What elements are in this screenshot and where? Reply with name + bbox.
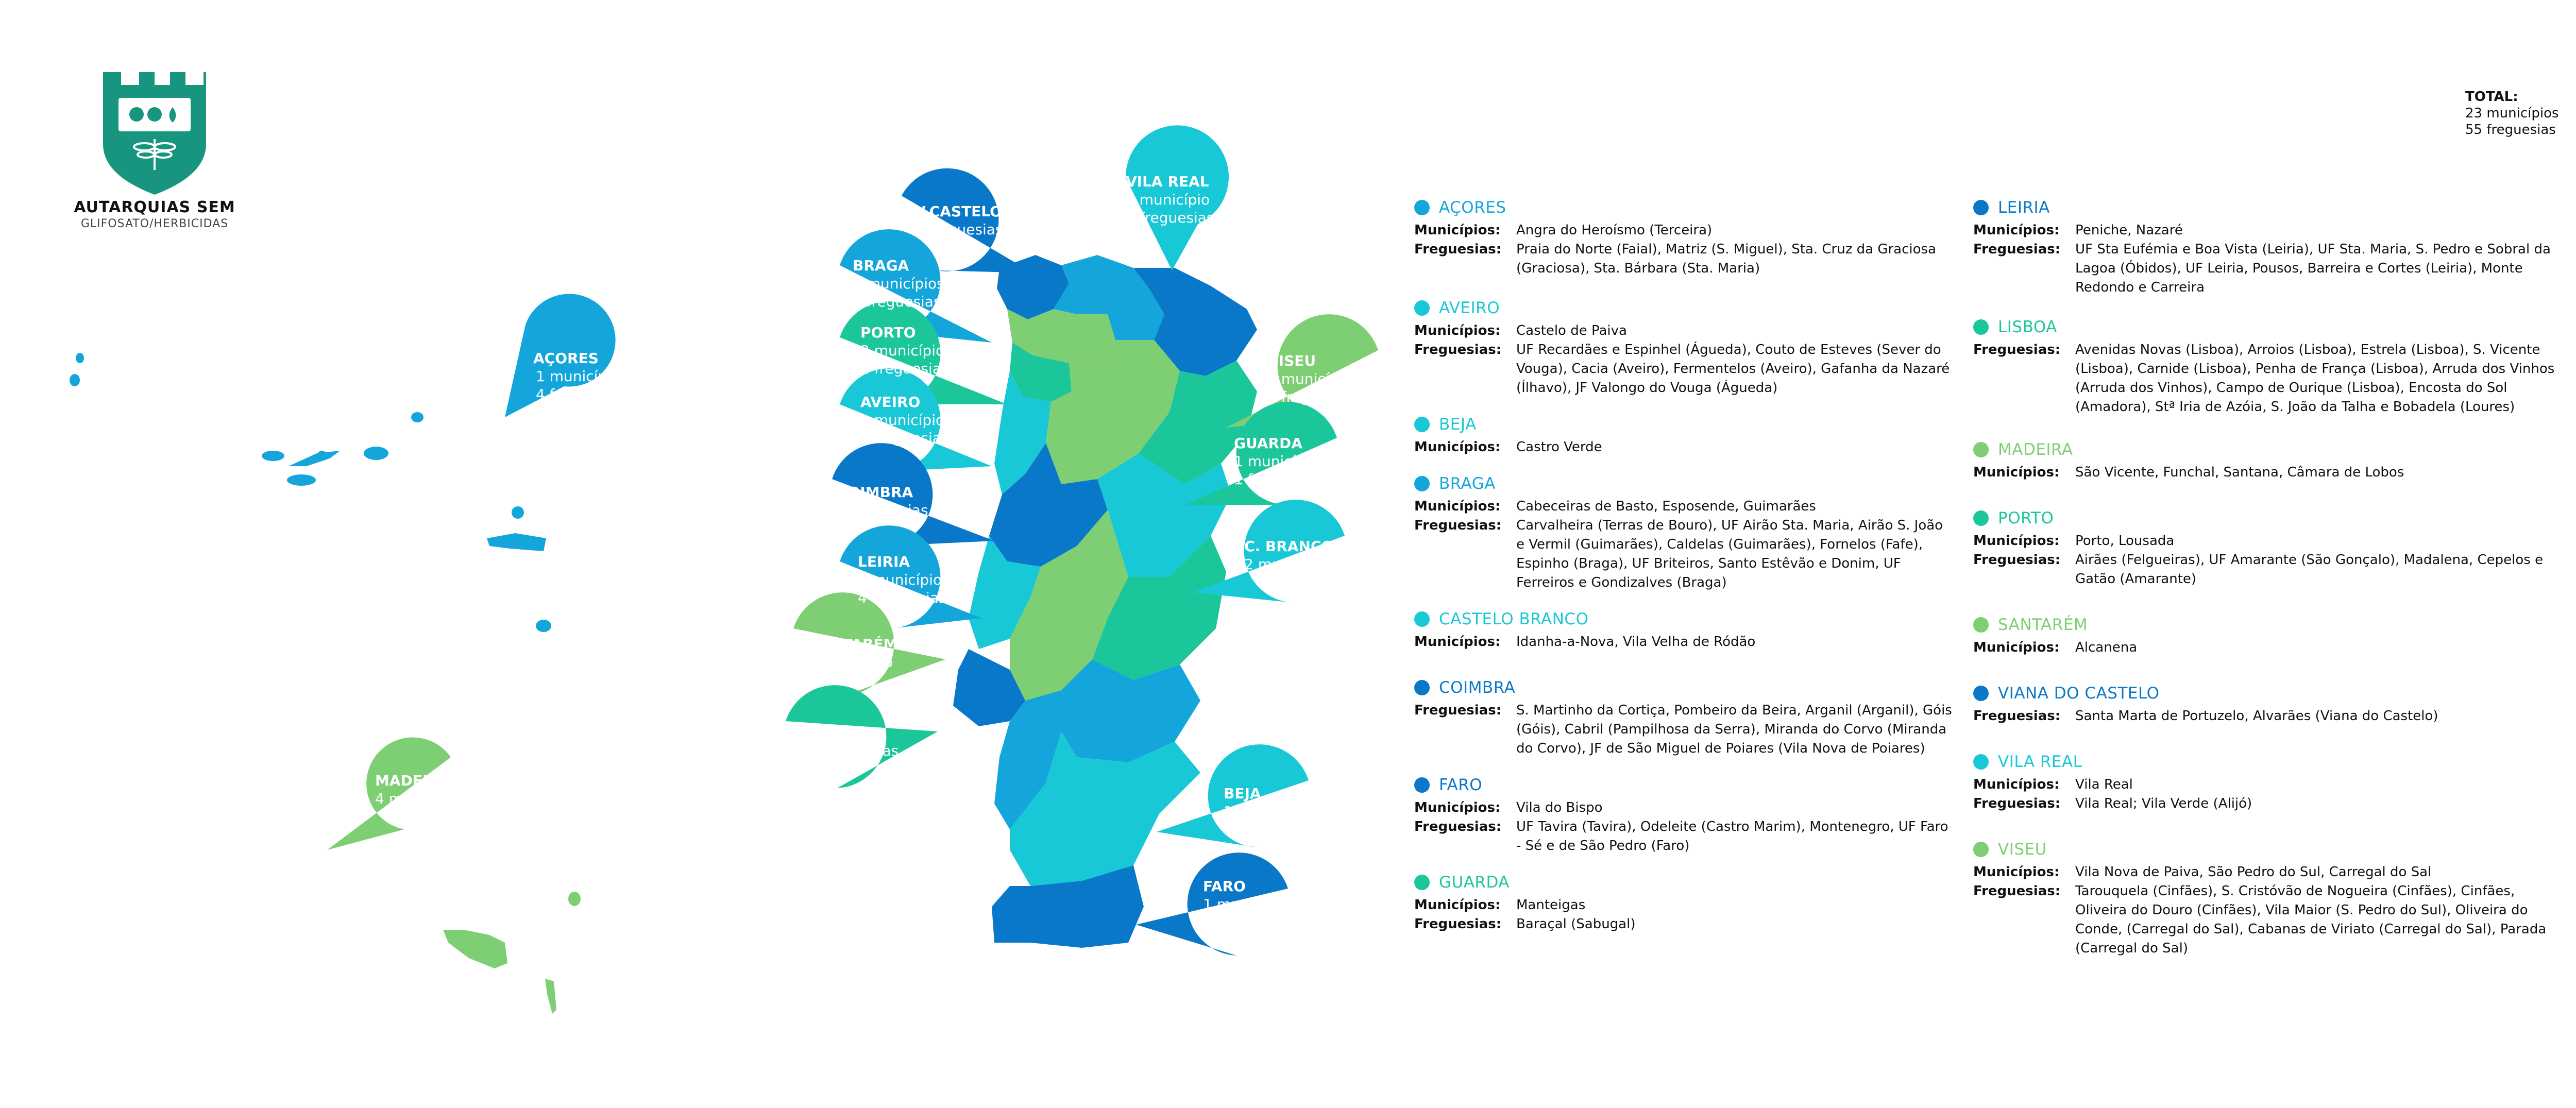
freguesias-value: Airães (Felgueiras), UF Amarante (São Gonçalo), Madalena, Cepelos e Gatão (Amarante) [2075,552,2544,587]
freguesias-label: Freguesias: [1973,796,2061,811]
pin-acores-title: AÇORES [533,350,599,367]
municipios-label: Municípios: [1973,223,2060,238]
region-freguesias-row [1414,701,1955,758]
pin-porto-line1: 2 municípios [860,342,952,359]
region-freguesias-row [1973,551,2566,589]
region-name: BEJA [1439,415,1477,434]
region-dot-icon [1973,842,1989,857]
region-header [1973,198,2566,217]
region-freguesias-row [1973,240,2566,297]
region-freguesias-row [1414,516,1955,592]
pin-guarda-line2: 1 freguesia [1234,471,1315,488]
freguesias-value: Praia do Norte (Faial), Matriz (S. Miguel), Sta. Cruz da Graciosa (Graciosa), Sta. Bárbara (Sta. Maria) [1516,242,1937,276]
pin-madeira-title: MADEIRA [375,772,450,789]
pin-lisboa-title: LISBOA [801,724,860,741]
region-municipios-row [1973,532,2566,551]
pin-leiria-line1: 2 municípios [858,571,950,588]
region-municipios-row [1973,775,2566,794]
pin-vcastelo-title: V.CASTELO [914,203,1002,220]
freguesias-value: Vila Real; Vila Verde (Alijó) [2075,796,2252,811]
region-municipios-row [1414,321,1955,340]
pin-aveiro-title: AVEIRO [860,394,921,411]
pin-porto-title: PORTO [860,324,916,341]
logo-title: AUTARQUIAS SEM [74,198,235,216]
municipios-label: Municípios: [1414,634,1501,650]
pin-braga-line2: 7 freguesias [853,293,941,310]
region-entry [1414,873,1955,934]
region-municipios-row [1414,633,1955,652]
region-dot-icon [1973,200,1989,215]
region-name: MADEIRA [1998,440,2073,459]
region-entry [1973,440,2566,482]
pin-faro-title: FARO [1203,878,1246,895]
region-header [1414,474,1955,493]
region-dot-icon [1414,417,1430,432]
freguesias-label: Freguesias: [1414,342,1502,357]
municipios-label: Municípios: [1973,465,2060,480]
municipios-value: Castelo de Paiva [1516,323,1627,338]
freguesias-value: Tarouquela (Cinfães), S. Cristóvão de Nogueira (Cinfães), Cinfães, Oliveira do Douro (Cinfães), Vila Maior (S. Pedro do Sul), Oliveira do Conde, (Carregal do Sal), Cabanas de Viriato (Carregal do Sal), Parada (Carregal do Sal) [2075,883,2547,956]
region-entry [1973,318,2566,417]
region-dot-icon [1973,617,1989,633]
region-header [1414,678,1955,697]
pin-coimbra-line1: 7 freguesias [840,502,928,519]
municipios-value: Manteigas [1516,897,1586,913]
municipios-value: Castro Verde [1516,439,1602,455]
total-municipios: 23 municípios [2465,106,2559,121]
region-entry [1414,610,1955,652]
freguesias-value: Baraçal (Sabugal) [1516,916,1636,932]
municipios-label: Municípios: [1973,864,2060,880]
freguesias-label: Freguesias: [1973,883,2061,899]
region-freguesias-row [1414,240,1955,278]
region-header [1414,415,1955,434]
region-header [1414,873,1955,892]
region-name: PORTO [1998,509,2054,527]
region-entry [1414,415,1955,457]
municipios-value: São Vicente, Funchal, Santana, Câmara de Lobos [2075,465,2404,480]
municipios-value: Vila Nova de Paiva, São Pedro do Sul, Carregal do Sal [2075,864,2432,880]
region-entry [1414,299,1955,398]
municipios-value: Cabeceiras de Basto, Esposende, Guimarães [1516,499,1816,514]
region-name: SANTARÉM [1998,616,2088,634]
region-name: CASTELO BRANCO [1439,610,1589,628]
region-entry [1414,198,1955,278]
municipios-label: Municípios: [1414,223,1501,238]
municipios-value: Vila do Bispo [1516,800,1603,815]
pin-cbranco-title: C. BRANCO [1244,538,1334,555]
region-name: AÇORES [1439,198,1506,217]
region-municipios-row [1414,497,1955,516]
region-header [1973,440,2566,459]
region-header [1414,198,1955,217]
region-header [1414,610,1955,628]
region-name: VIANA DO CASTELO [1998,684,2160,703]
pin-acores-line1: 1 município [536,368,620,385]
region-header [1973,509,2566,527]
pin-guarda-line1: 1 município [1234,453,1318,470]
freguesias-value: Avenidas Novas (Lisboa), Arroios (Lisboa), Estrela (Lisboa), S. Vicente (Lisboa), Carnide (Lisboa), Penha de França (Lisboa), Arruda dos Vinhos (Arruda dos Vinhos), Campo de Ourique (Lisboa), Encosta do Sol (Amadora), Stª Iria de Azóia, S. João da Talha e Bobadela (Loures) [2075,342,2555,415]
municipios-value: Angra do Heroísmo (Terceira) [1516,223,1713,238]
region-header [1973,684,2566,703]
pin-vilareal-title: VILA REAL [1126,173,1209,190]
municipios-value: Peniche, Nazaré [2075,223,2183,238]
municipios-label: Municípios: [1414,800,1501,815]
region-entry [1973,509,2566,589]
freguesias-label: Freguesias: [1414,242,1502,257]
region-header [1973,753,2566,771]
region-municipios-row [1414,896,1955,915]
freguesias-value: UF Recardães e Espinhel (Águeda), Couto de Esteves (Sever do Vouga), Cacia (Aveiro), Fermentelos (Aveiro), Gafanha da Nazaré (Ílhavo), JF Valongo do Vouga (Águeda) [1516,342,1950,396]
municipios-value: Porto, Lousada [2075,533,2175,549]
region-dot-icon [1414,777,1430,793]
pin-cbranco-line1: 2 municípios [1244,556,1336,573]
region-dot-icon [1973,754,1989,770]
region-name: LEIRIA [1998,198,2050,217]
logo-subtitle: GLIFOSATO/HERBICIDAS [80,217,229,230]
region-municipios-row [1414,798,1955,817]
region-freguesias-row [1414,340,1955,398]
pin-vilareal-line2: 2 freguesias [1126,209,1214,226]
freguesias-value: S. Martinho da Cortiça, Pombeiro da Beira, Arganil (Arganil), Góis (Góis), Cabril (Pampilhosa da Serra), Miranda do Corvo (Miranda do Corvo), JF de São Miguel de Poiares (Vila Nova de Poiares) [1516,703,1952,756]
region-entry [1973,753,2566,813]
municipios-label: Municípios: [1414,439,1501,455]
pin-vilareal-line1: 1 município [1126,191,1210,208]
region-municipios-row [1414,221,1955,240]
freguesias-label: Freguesias: [1973,708,2061,724]
pin-braga-line1: 3 municípios [853,275,944,292]
municipios-label: Municípios: [1414,323,1501,338]
municipios-value: Idanha-a-Nova, Vila Velha de Ródão [1516,634,1756,650]
municipios-label: Municípios: [1973,533,2060,549]
regions-list-left [1414,198,1955,951]
pin-faro-line1: 1 município [1203,896,1287,913]
region-entry [1414,776,1955,856]
pin-leiria-title: LEIRIA [858,553,910,570]
freguesias-value: UF Tavira (Tavira), Odeleite (Castro Marim), Montenegro, UF Faro - Sé e de São Pedro (Faro) [1516,819,1948,854]
region-dot-icon [1414,680,1430,695]
region-dot-icon [1414,300,1430,316]
mainland-regions [953,255,1257,948]
region-dot-icon [1414,200,1430,215]
pin-leiria-line2: 4 freguesias [858,589,946,606]
region-dot-icon [1414,875,1430,890]
region-header [1973,840,2566,859]
region-header [1973,318,2566,336]
pin-vcastelo-line1: 2 freguesias [914,221,1003,238]
pin-viseu-line1: 3 municípios [1267,370,1359,387]
region-dot-icon [1973,686,1989,701]
pin-madeira-line1: 4 municípios [375,790,467,807]
total-label: TOTAL: [2465,89,2518,105]
region-dot-icon [1973,442,1989,457]
region-name: VISEU [1998,840,2047,859]
freguesias-value: Carvalheira (Terras de Bouro), UF Airão Sta. Maria, Airão S. João e Vermil (Guimarães), Caldelas (Guimarães), Fornelos (Fafe), Espinho (Braga), UF Briteiros, Santo Estêvão e Donim, UF Ferreiros e Gondizalves (Braga) [1516,518,1943,590]
pin-faro-line2: 4 freguesias [1203,914,1292,931]
region-municipios-row [1973,221,2566,240]
region-header [1414,299,1955,317]
region-dot-icon [1973,319,1989,335]
region-name: BRAGA [1439,474,1496,493]
region-name: FARO [1439,776,1483,794]
pin-beja-line1: 1 município [1224,803,1308,820]
region-entry [1973,198,2566,297]
pin-coimbra-title: COIMBRA [837,484,913,501]
pin-viseu-line2: 8 freguesias [1267,388,1356,405]
region-municipios-row [1973,463,2566,482]
municipios-value: Alcanena [2075,640,2138,655]
pin-santarem-title: SANTARÉM [809,636,898,653]
region-entry [1414,678,1955,758]
pin-guarda-title: GUARDA [1234,435,1302,452]
municipios-label: Municípios: [1973,777,2060,792]
pin-beja-title: BEJA [1224,785,1261,802]
pin-porto-line2: 2 freguesias [860,360,949,377]
pin-viseu-title: VISEU [1267,352,1316,369]
region-header [1414,776,1955,794]
pin-acores-line2: 4 freguesias [536,386,624,403]
region-freguesias-row [1973,882,2566,958]
freguesias-label: Freguesias: [1414,518,1502,533]
region-municipios-row [1973,638,2566,657]
region-entry [1414,474,1955,592]
region-name: LISBOA [1998,318,2057,336]
pin-aveiro-line1: 1 município [860,412,945,429]
freguesias-value: Santa Marta de Portuzelo, Alvarães (Viana do Castelo) [2075,708,2438,724]
region-header [1973,616,2566,634]
azores-islands [70,353,551,632]
freguesias-label: Freguesias: [1414,819,1502,834]
region-freguesias-row [1973,707,2566,726]
region-name: COIMBRA [1439,678,1516,697]
region-freguesias-row [1414,817,1955,856]
region-name: AVEIRO [1439,299,1500,317]
total-freguesias: 55 freguesias [2465,122,2556,138]
region-freguesias-row [1414,915,1955,934]
region-name: GUARDA [1439,873,1510,892]
pin-lisboa-line1: 10 freguesias [801,742,899,759]
pins [327,125,1378,956]
municipios-label: Municípios: [1414,897,1501,913]
freguesias-value: UF Sta Eufémia e Boa Vista (Leiria), UF Sta. Maria, S. Pedro e Sobral da Lagoa (Óbidos), UF Leiria, Pousos, Barreira e Cortes (Leiria), Monte Redondo e Carreira [2075,242,2551,295]
pin-aveiro-line2: 6 freguesias [860,430,949,447]
madeira-islands [443,892,581,1014]
region-municipios-row [1973,863,2566,882]
freguesias-label: Freguesias: [1973,342,2061,357]
pin-santarem-line1: 1 município [809,654,893,671]
region-dot-icon [1973,510,1989,526]
region-name: VILA REAL [1998,753,2082,771]
freguesias-label: Freguesias: [1414,916,1502,932]
region-freguesias-row [1973,340,2566,417]
region-municipios-row [1414,438,1955,457]
region-freguesias-row [1973,794,2566,813]
regions-list-right [1973,198,2566,985]
region-dot-icon [1414,611,1430,627]
region-entry [1973,616,2566,657]
freguesias-label: Freguesias: [1414,703,1502,718]
region-dot-icon [1414,476,1430,491]
region-entry [1973,684,2566,726]
region-entry [1973,840,2566,958]
municipios-label: Municípios: [1973,640,2060,655]
municipios-value: Vila Real [2075,777,2133,792]
freguesias-label: Freguesias: [1973,242,2061,257]
municipios-label: Municípios: [1414,499,1501,514]
pin-braga-title: BRAGA [853,257,909,274]
freguesias-label: Freguesias: [1973,552,2061,568]
